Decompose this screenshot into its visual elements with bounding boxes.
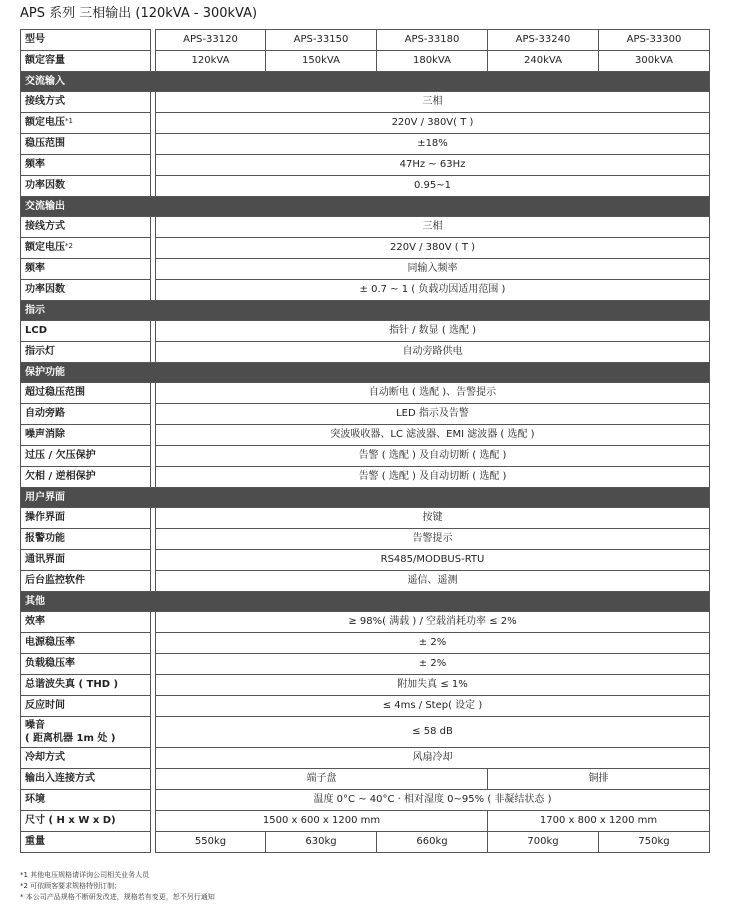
table-row: 噪声消除 突波吸收器、LC 滤波器、EMI 滤波器 ( 选配 )	[21, 425, 710, 446]
table-row: 接线方式 三相	[21, 217, 710, 238]
section-header: 其他	[21, 592, 710, 612]
table-row: 环境 温度 0°C ~ 40°C · 相对湿度 0~95% ( 非凝结状态 )	[21, 790, 710, 811]
capacity-cell: 150kVA	[266, 51, 377, 72]
footnote: * 本公司产品规格不断研发改进，规格若有变更，恕不另行通知	[20, 893, 215, 901]
table-row: LCD 指针 / 数显 ( 选配 )	[21, 321, 710, 342]
section-header: 指示	[21, 301, 710, 321]
table-row: 欠相 / 逆相保护 告警 ( 选配 ) 及自动切断 ( 选配 )	[21, 467, 710, 488]
table-row: 功率因数 0.95~1	[21, 176, 710, 197]
table-row: 频率 同输入频率	[21, 259, 710, 280]
model-cell: APS-33120	[156, 30, 266, 51]
capacity-cell: 180kVA	[377, 51, 488, 72]
weight-cell: 630kg	[266, 832, 377, 853]
capacity-cell: 120kVA	[156, 51, 266, 72]
model-cell: APS-33180	[377, 30, 488, 51]
table-row: 功率因数 ± 0.7 ~ 1 ( 负载功因适用范围 )	[21, 280, 710, 301]
table-row: 指示灯 自动旁路供电	[21, 342, 710, 363]
table-row: 后台监控软件 遥信、遥测	[21, 571, 710, 592]
section-header: 交流输出	[21, 197, 710, 217]
weight-cell: 750kg	[599, 832, 710, 853]
table-row: 额定电压$^{*2}$ 220V / 380V ( T )	[21, 238, 710, 259]
row-label: 型号	[21, 30, 151, 51]
spec-table	[20, 29, 710, 853]
table-row: 自动旁路 LED 指示及告警	[21, 404, 710, 425]
section-header: 用户界面	[21, 488, 710, 508]
row-label: 额定容量	[21, 51, 151, 72]
table-row	[21, 51, 710, 72]
table-row: 效率 ≥ 98%( 满载 ) / 空载消耗功率 ≤ 2%	[21, 612, 710, 633]
footnote: *1 其他电压规格请详询公司相关业务人员	[20, 871, 150, 879]
model-cell: APS-33300	[599, 30, 710, 51]
weight-cell: 660kg	[377, 832, 488, 853]
table-row: 操作界面 按键	[21, 508, 710, 529]
footnote: *2 可依顾客要求规格特别订制；	[20, 882, 122, 890]
model-cell: APS-33150	[266, 30, 377, 51]
capacity-cell: 300kVA	[599, 51, 710, 72]
table-row: 负载稳压率 ± 2%	[21, 654, 710, 675]
table-row: 噪音 ( 距离机器 1m 处 ) ≤ 58 dB	[21, 717, 710, 748]
table-row: 接线方式 三相	[21, 92, 710, 113]
section-header: 保护功能	[21, 363, 710, 383]
table-row: 通讯界面 RS485/MODBUS-RTU	[21, 550, 710, 571]
page-title: APS 系列 三相输出 (120kVA - 300kVA)	[20, 6, 258, 21]
table-row: 频率 47Hz ~ 63Hz	[21, 155, 710, 176]
capacity-cell: 240kVA	[488, 51, 599, 72]
table-row: 输出入连接方式 端子盘 铜排	[21, 769, 710, 790]
model-cell: APS-33240	[488, 30, 599, 51]
table-row: 过压 / 欠压保护 告警 ( 选配 ) 及自动切断 ( 选配 )	[21, 446, 710, 467]
table-row: 反应时间 ≤ 4ms / Step( 设定 )	[21, 696, 710, 717]
weight-cell: 550kg	[156, 832, 266, 853]
table-row: 报警功能 告警提示	[21, 529, 710, 550]
table-row: 稳压范围 ±18%	[21, 134, 710, 155]
section-header: 交流输入	[21, 72, 710, 92]
table-row: 电源稳压率 ± 2%	[21, 633, 710, 654]
table-row: 冷却方式 风扇冷却	[21, 748, 710, 769]
table-row: 超过稳压范围 自动断电 ( 选配 )、告警提示	[21, 383, 710, 404]
table-row	[21, 30, 710, 51]
weight-cell: 700kg	[488, 832, 599, 853]
footnotes	[20, 870, 215, 903]
table-row: 额定电压$^{*1}$ 220V / 380V( T )	[21, 113, 710, 134]
table-row: 总谐波失真 ( THD ) 附加失真 ≤ 1%	[21, 675, 710, 696]
table-row: 尺寸 ( H x W x D) 1500 x 600 x 1200 mm 1700 x 800 x 1200 mm	[21, 811, 710, 832]
table-row: 重量 550kg 630kg 660kg 700kg 750kg	[21, 832, 710, 853]
footnote-marker: *2	[65, 242, 73, 250]
footnote-marker: *1	[65, 117, 73, 125]
